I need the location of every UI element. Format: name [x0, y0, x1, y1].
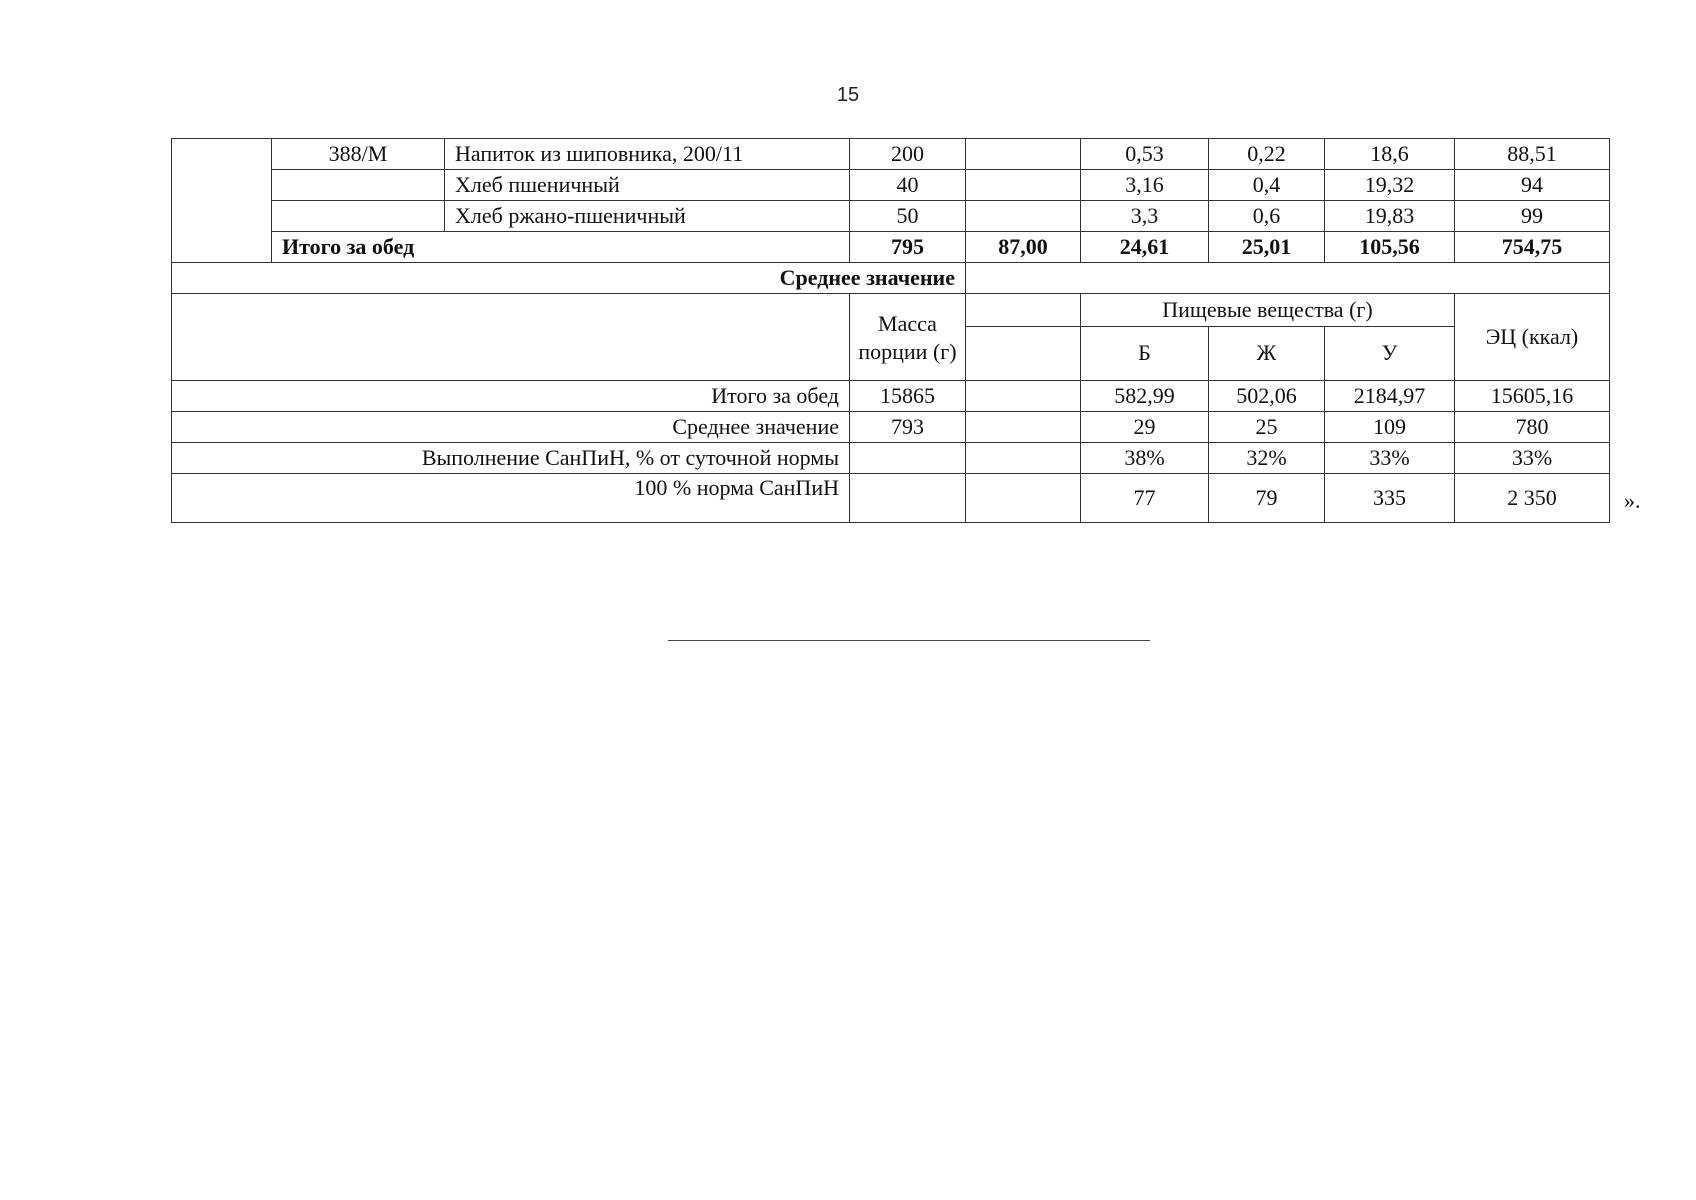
dish-code: 388/М	[272, 139, 445, 170]
dish-protein: 3,3	[1081, 201, 1209, 232]
total-row	[172, 232, 1610, 263]
nutrients-header: Пищевые вещества (г)	[1081, 294, 1455, 327]
summary-label: 100 % норма СанПиН	[172, 474, 850, 523]
summary-mass	[850, 474, 966, 523]
blank-cell	[172, 139, 272, 263]
average-title-row	[172, 263, 1610, 294]
table-row	[172, 170, 1610, 201]
summary-carbs: 109	[1325, 412, 1455, 443]
dish-carbs: 18,6	[1325, 139, 1455, 170]
blank-cell	[966, 474, 1081, 523]
total-mass: 795	[850, 232, 966, 263]
dish-fat: 0,4	[1209, 170, 1325, 201]
blank-cell	[966, 381, 1081, 412]
summary-mass	[850, 443, 966, 474]
summary-carbs: 33%	[1325, 443, 1455, 474]
total-protein: 24,61	[1081, 232, 1209, 263]
carbs-header: У	[1325, 326, 1455, 380]
summary-carbs: 335	[1325, 474, 1455, 523]
summary-protein: 582,99	[1081, 381, 1209, 412]
summary-mass: 793	[850, 412, 966, 443]
summary-fat: 79	[1209, 474, 1325, 523]
dish-price	[966, 170, 1081, 201]
summary-energy: 2 350	[1455, 474, 1610, 523]
summary-protein: 77	[1081, 474, 1209, 523]
summary-mass: 15865	[850, 381, 966, 412]
dish-mass: 40	[850, 170, 966, 201]
energy-header: ЭЦ (ккал)	[1455, 294, 1610, 381]
dish-fat: 0,6	[1209, 201, 1325, 232]
total-fat: 25,01	[1209, 232, 1325, 263]
dish-protein: 0,53	[1081, 139, 1209, 170]
total-price: 87,00	[966, 232, 1081, 263]
total-label: Итого за обед	[272, 232, 850, 263]
summary-label: Итого за обед	[172, 381, 850, 412]
footer-divider	[668, 640, 1150, 641]
dish-carbs: 19,32	[1325, 170, 1455, 201]
dish-code	[272, 170, 445, 201]
summary-row	[172, 412, 1610, 443]
summary-label: Среднее значение	[172, 412, 850, 443]
dish-energy: 99	[1455, 201, 1610, 232]
dish-carbs: 19,83	[1325, 201, 1455, 232]
dish-mass: 50	[850, 201, 966, 232]
summary-fat: 32%	[1209, 443, 1325, 474]
blank-cell	[966, 263, 1610, 294]
summary-protein: 38%	[1081, 443, 1209, 474]
summary-row	[172, 381, 1610, 412]
summary-energy: 15605,16	[1455, 381, 1610, 412]
summary-label: Выполнение СанПиН, % от суточной нормы	[172, 443, 850, 474]
blank-cell	[966, 412, 1081, 443]
dish-name: Хлеб пшеничный	[445, 170, 850, 201]
total-carbs: 105,56	[1325, 232, 1455, 263]
dish-code	[272, 201, 445, 232]
dish-name: Хлеб ржано-пшеничный	[445, 201, 850, 232]
summary-protein: 29	[1081, 412, 1209, 443]
dish-protein: 3,16	[1081, 170, 1209, 201]
menu-table	[171, 138, 1610, 523]
fat-header: Ж	[1209, 326, 1325, 380]
protein-header: Б	[1081, 326, 1209, 380]
page-number: 15	[836, 84, 860, 106]
average-header-row	[172, 294, 1610, 327]
dish-energy: 88,51	[1455, 139, 1610, 170]
dish-mass: 200	[850, 139, 966, 170]
dish-energy: 94	[1455, 170, 1610, 201]
total-energy: 754,75	[1455, 232, 1610, 263]
closing-quote: ».	[1624, 488, 1641, 513]
summary-row	[172, 474, 1610, 523]
table-row	[172, 201, 1610, 232]
table-row	[172, 139, 1610, 170]
blank-cell	[966, 294, 1081, 327]
summary-row	[172, 443, 1610, 474]
summary-fat: 25	[1209, 412, 1325, 443]
blank-cell	[172, 294, 850, 381]
dish-name: Напиток из шиповника, 200/11	[445, 139, 850, 170]
summary-carbs: 2184,97	[1325, 381, 1455, 412]
summary-energy: 33%	[1455, 443, 1610, 474]
dish-fat: 0,22	[1209, 139, 1325, 170]
summary-fat: 502,06	[1209, 381, 1325, 412]
mass-header: Масса порции (г)	[850, 294, 966, 381]
dish-price	[966, 139, 1081, 170]
summary-energy: 780	[1455, 412, 1610, 443]
dish-price	[966, 201, 1081, 232]
blank-cell	[966, 443, 1081, 474]
blank-cell	[966, 326, 1081, 380]
average-title: Среднее значение	[172, 263, 966, 294]
